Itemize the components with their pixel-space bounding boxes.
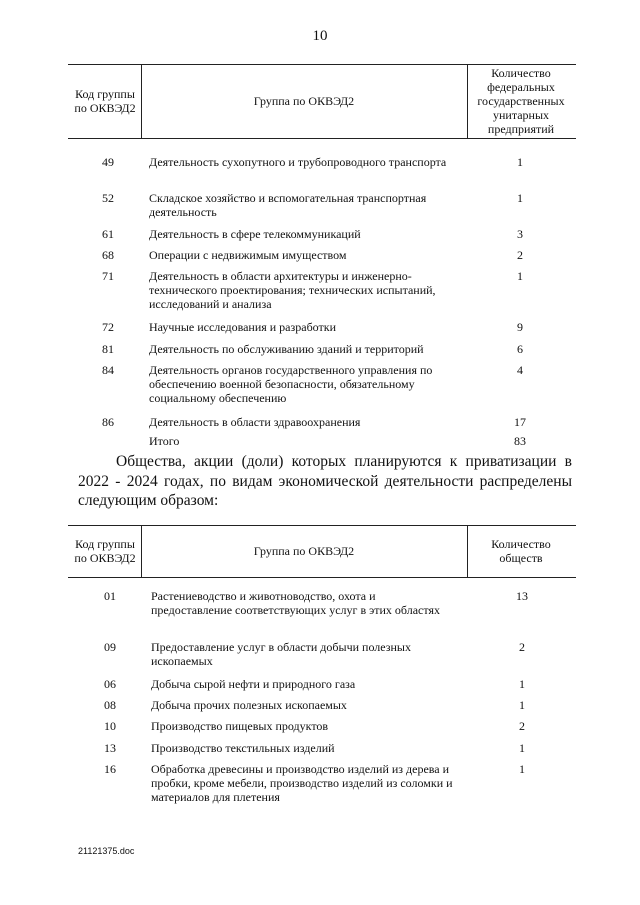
- row-code: 06: [104, 677, 116, 691]
- row-name: Складское хозяйство и вспомогательная транспортная деятельность: [149, 191, 427, 219]
- row-name: Производство пищевых продуктов: [151, 719, 329, 733]
- table1-col-divider-2: [467, 64, 468, 138]
- row-count: 6: [517, 342, 523, 356]
- row-code: 84: [102, 363, 114, 377]
- row-count: 1: [517, 155, 523, 169]
- row-count: 2: [519, 719, 525, 733]
- row-name: Деятельность по обслуживанию зданий и территорий: [149, 342, 424, 356]
- table2-header-group: Группа по ОКВЭД2: [253, 544, 355, 558]
- table1-header-code: Код группы по ОКВЭД2: [74, 87, 136, 115]
- row-name: Предоставление услуг в области добычи полезных ископаемых: [151, 640, 411, 668]
- row-code: 13: [104, 741, 116, 755]
- page-number: 10: [312, 28, 328, 44]
- row-count: 3: [517, 227, 523, 241]
- row-code: 10: [104, 719, 116, 733]
- row-code: 08: [104, 698, 116, 712]
- footer-filename: 21121375.doc: [78, 846, 135, 856]
- row-code: 01: [104, 589, 116, 603]
- row-code: 81: [102, 342, 114, 356]
- row-name: Деятельность в области здравоохранения: [149, 415, 361, 429]
- table1-header-count: Количество федеральных государственных унитарных предприятий: [477, 66, 565, 136]
- table2-header-count: Количество обществ: [491, 537, 551, 565]
- row-code: 16: [104, 762, 116, 776]
- row-count: 1: [517, 191, 523, 205]
- table2-col-divider-2: [467, 525, 468, 577]
- row-code: 52: [102, 191, 114, 205]
- row-count: 2: [519, 640, 525, 654]
- row-name: Научные исследования и разработки: [149, 320, 337, 334]
- row-code: 09: [104, 640, 116, 654]
- row-name: Деятельность в сфере телекоммуникаций: [149, 227, 361, 241]
- row-count: 1: [519, 698, 525, 712]
- row-count: 13: [516, 589, 528, 603]
- row-name: Добыча прочих полезных ископаемых: [151, 698, 347, 712]
- row-code: 68: [102, 248, 114, 262]
- row-name: Деятельность сухопутного и трубопроводного транспорта: [149, 155, 447, 169]
- row-count: 1: [517, 269, 523, 283]
- row-count: 1: [519, 762, 525, 776]
- row-code: 72: [102, 320, 114, 334]
- row-name: Обработка древесины и производство изделий из дерева и пробки, кроме мебели, производство изделий из соломки и материалов для плетения: [151, 762, 453, 804]
- row-name: Растениеводство и животноводство, охота и предоставление соответствующих услуг в этих областях: [151, 589, 440, 617]
- row-name: Деятельность в области архитектуры и инженерно-технического проектирования; технических испытаний, исследований и анализа: [149, 269, 436, 311]
- row-count: 2: [517, 248, 523, 262]
- row-count: 4: [517, 363, 523, 377]
- table1-header-group: Группа по ОКВЭД2: [253, 94, 355, 108]
- row-count: 17: [514, 415, 526, 429]
- table2-header-code: Код группы по ОКВЭД2: [74, 537, 136, 565]
- total-value: 83: [514, 434, 526, 448]
- row-code: 49: [102, 155, 114, 169]
- row-name: Операции с недвижимым имуществом: [149, 248, 347, 262]
- table2-col-divider-1: [141, 525, 142, 577]
- body-paragraph: Общества, акции (доли) которых планируются к приватизации в 2022 - 2024 годах, по видам экономической деятельности распределены следующим образом:: [78, 453, 572, 509]
- row-name: Добыча сырой нефти и природного газа: [151, 677, 356, 691]
- table1-col-divider-1: [141, 64, 142, 138]
- row-count: 1: [519, 677, 525, 691]
- row-name: Деятельность органов государственного управления по обеспечению военной безопасности, обязательному социальному обеспечению: [149, 363, 433, 405]
- row-name: Производство текстильных изделий: [151, 741, 335, 755]
- total-label: Итого: [149, 434, 180, 448]
- row-code: 86: [102, 415, 114, 429]
- row-code: 71: [102, 269, 114, 283]
- table2-header-bottom-border: [68, 577, 576, 578]
- row-count: 1: [519, 741, 525, 755]
- row-code: 61: [102, 227, 114, 241]
- row-count: 9: [517, 320, 523, 334]
- table1-header-bottom-border: [68, 138, 576, 139]
